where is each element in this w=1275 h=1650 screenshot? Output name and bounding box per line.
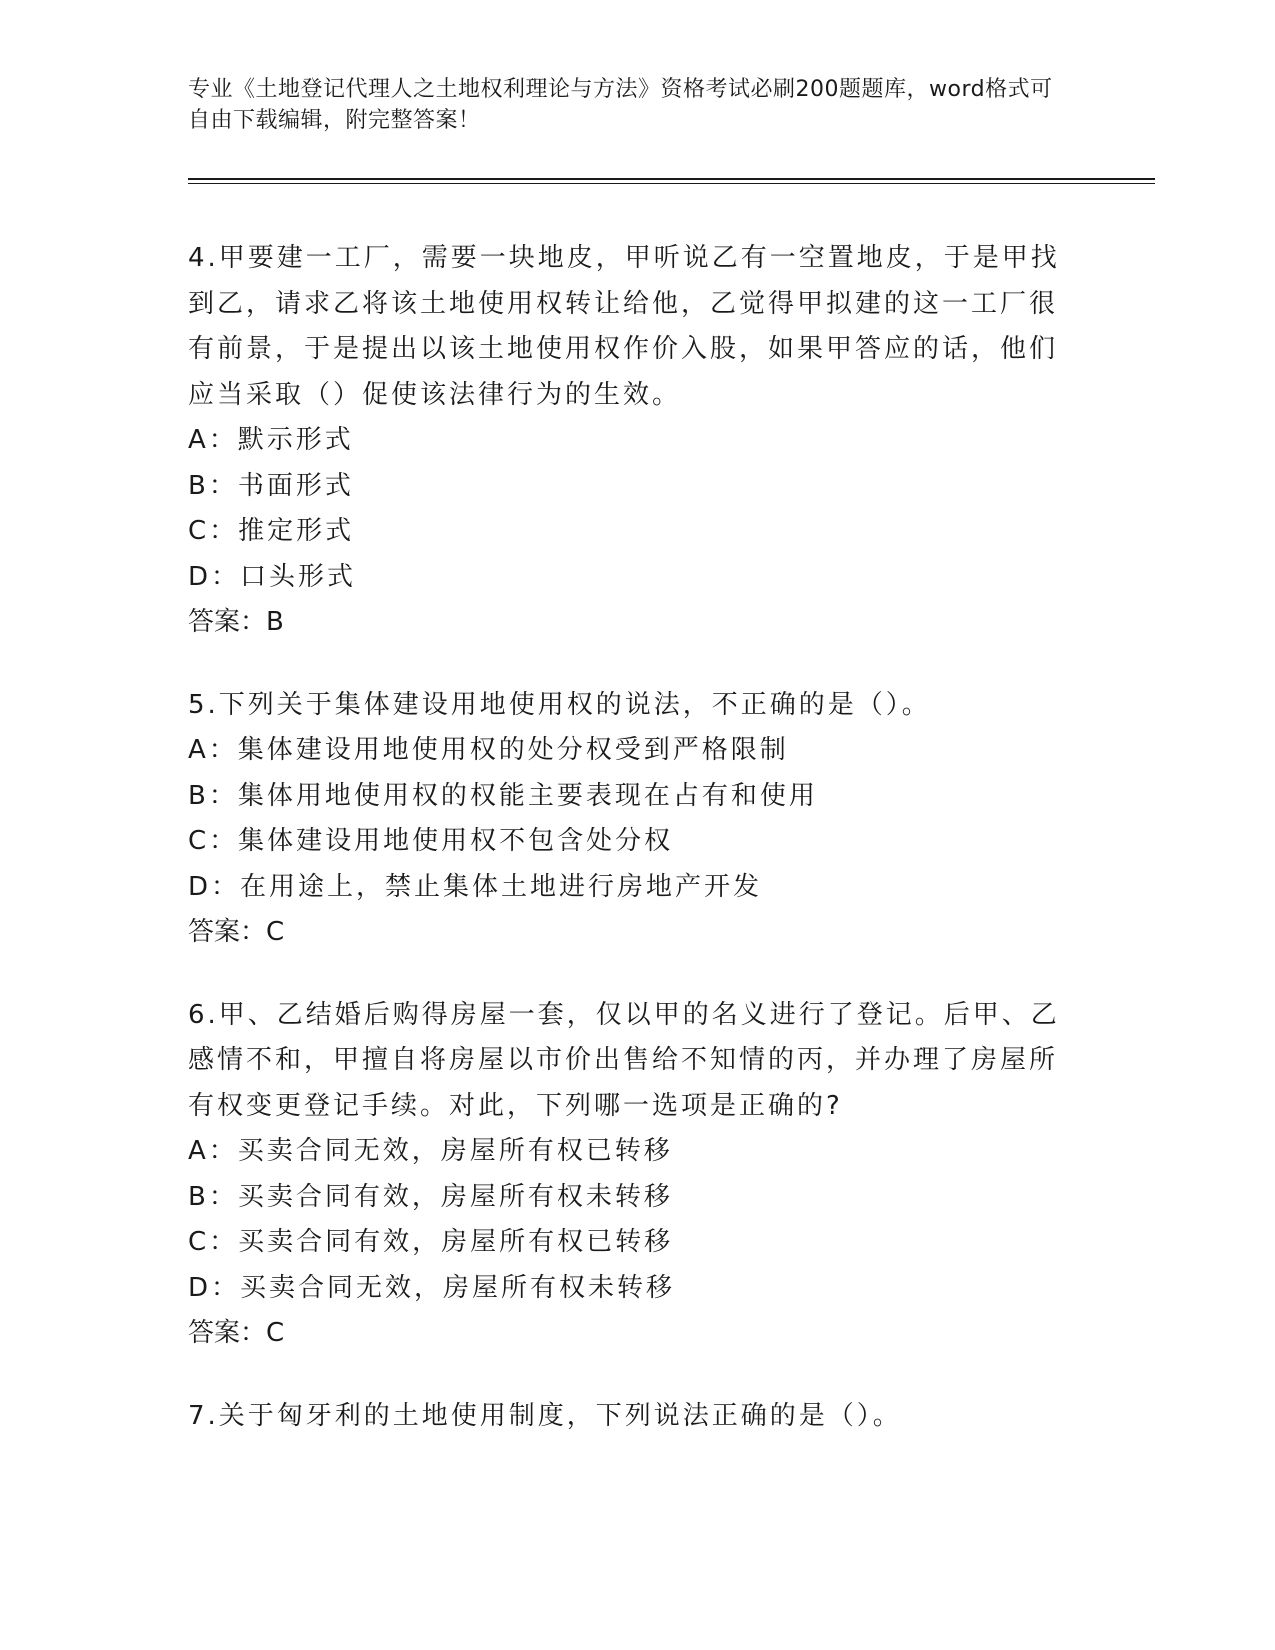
answer-text: 答案：C xyxy=(188,917,285,947)
option-d: D：买卖合同无效，房屋所有权未转移 xyxy=(188,1272,676,1303)
question-4 xyxy=(188,236,1068,646)
option-c: C：集体建设用地使用权不包含处分权 xyxy=(188,826,674,856)
answer-text: 答案：C xyxy=(188,1318,285,1348)
header-divider-thick xyxy=(188,178,1155,180)
option-a: A：默示形式 xyxy=(188,425,354,455)
question-stem: 4.甲要建一工厂，需要一块地皮，甲听说乙有一空置地皮，于是甲找到乙，请求乙将该土地使用权转让给他，乙觉得甲拟建的这一工厂很有前景，于是提出以该土地使用权作价入股，如果甲答应的话，他们应当采取（）促使该法律行为的生效。 xyxy=(188,243,1060,410)
option-c: C：推定形式 xyxy=(188,516,355,546)
document-header: 专业《土地登记代理人之土地权利理论与方法》资格考试必刷200题题库，word格式可自由下载编辑，附完整答案！ xyxy=(188,77,1053,133)
question-5 xyxy=(188,683,1068,956)
question-list xyxy=(188,236,1068,1476)
option-a: A：集体建设用地使用权的处分权受到严格限制 xyxy=(188,735,789,765)
question-6 xyxy=(188,993,1068,1357)
question-stem: 5.下列关于集体建设用地使用权的说法，不正确的是（）。 xyxy=(188,689,931,720)
option-b: B：书面形式 xyxy=(188,470,354,501)
answer-text: 答案：B xyxy=(188,607,284,637)
option-b: B：买卖合同有效，房屋所有权未转移 xyxy=(188,1181,673,1212)
header-divider-thin xyxy=(188,183,1155,184)
option-a: A：买卖合同无效，房屋所有权已转移 xyxy=(188,1136,673,1166)
option-c: C：买卖合同有效，房屋所有权已转移 xyxy=(188,1227,674,1257)
question-stem: 6.甲、乙结婚后购得房屋一套，仅以甲的名义进行了登记。后甲、乙感情不和，甲擅自将房屋以市价出售给不知情的丙，并办理了房屋所有权变更登记手续。对此，下列哪一选项是正确的? xyxy=(188,999,1060,1121)
question-stem: 7.关于匈牙利的土地使用制度，下列说法正确的是（）。 xyxy=(188,1400,902,1431)
option-d: D：在用途上，禁止集体土地进行房地产开发 xyxy=(188,871,763,902)
option-b: B：集体用地使用权的权能主要表现在占有和使用 xyxy=(188,780,818,811)
option-d: D：口头形式 xyxy=(188,561,357,592)
question-7 xyxy=(188,1394,1068,1440)
